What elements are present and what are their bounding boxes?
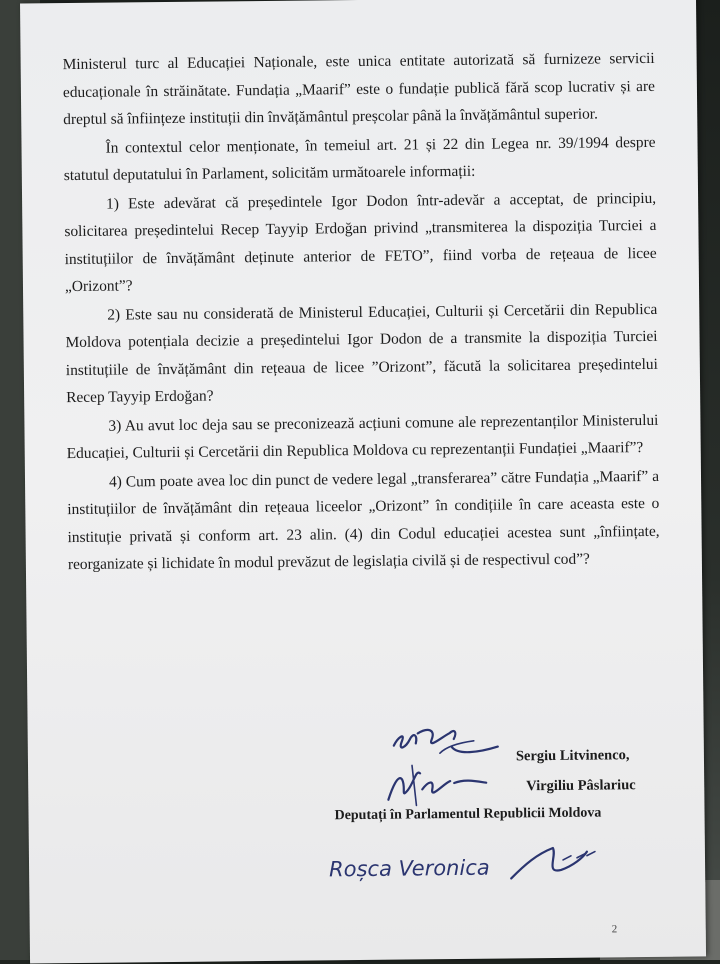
handwritten-name: Roșca Veronica (328, 855, 490, 882)
question-3: 3) Au avut loc deja sau se preconizează acțiuni comune ale reprezentanților Ministerului Educației, Culturii și Cercetării din Republica Moldova cu reprezentanții Fundației „Maarif”? (66, 411, 659, 463)
signatory-name-2: Virgiliu Pâslariuc (526, 777, 636, 795)
document-body (63, 45, 660, 579)
paragraph-request: În contextul celor menționate, în temeiul art. 21 și 22 din Legea nr. 39/1994 despre statutul deputatului în Parlament, solicităm următoarele informații: (63, 133, 656, 185)
question-1: 1) Este adevărat că președintele Igor Dodon într-adevăr a acceptat, de principiu, solicitarea președintelui Recep Tayyip Erdoğan privind „transmiterea la dispoziția Turciei a instituțiilor de învățământ deținute anterior de FETO”, fiind vorba de rețeaua de licee „Orizont”? (64, 189, 657, 296)
question-2: 2) Este sau nu considerată de Ministerul Educației, Culturii și Cercetării din Republica Moldova potențiala decizie a președintelui Igor Dodon de a transmite la dispoziția Turciei instituțiile de învățământ din rețeaua de licee ”Orizont”, făcută la solicitarea președintelui Recep Tayyip Erdoğan? (65, 300, 658, 407)
signatories-title: Deputați în Parlamentul Republicii Moldova (334, 805, 602, 824)
question-4: 4) Cum poate avea loc din punct de vedere legal „transferarea” către Fundația „Maarif” a instituțiilor de învățământ din rețeaua liceelor „Orizont” în condițiile în care aceasta este o instituție privată și conform art. 23 alin. (4) din Codul educației acestea sunt „înființate, reorganizate și lichidate în modul prevăzut de legislația civilă și de respectivul cod”? (67, 467, 660, 574)
signatory-name-1: Sergiu Litvinenco, (515, 747, 630, 765)
signature-rosca (325, 833, 616, 896)
page-number: 2 (611, 923, 618, 936)
paragraph-intro-continuation: Ministerul turc al Educației Naționale, este unica entitate autorizată să furnizeze servicii educaționale în străinătate. Fundația „Maarif” este o fundație publică fără scop lucrativ și are dreptul să înființeze instituții din învățământul preșcolar până la învățământul superior. (62, 49, 656, 129)
document-page (20, 0, 706, 963)
signature-paslariuc (378, 758, 509, 809)
